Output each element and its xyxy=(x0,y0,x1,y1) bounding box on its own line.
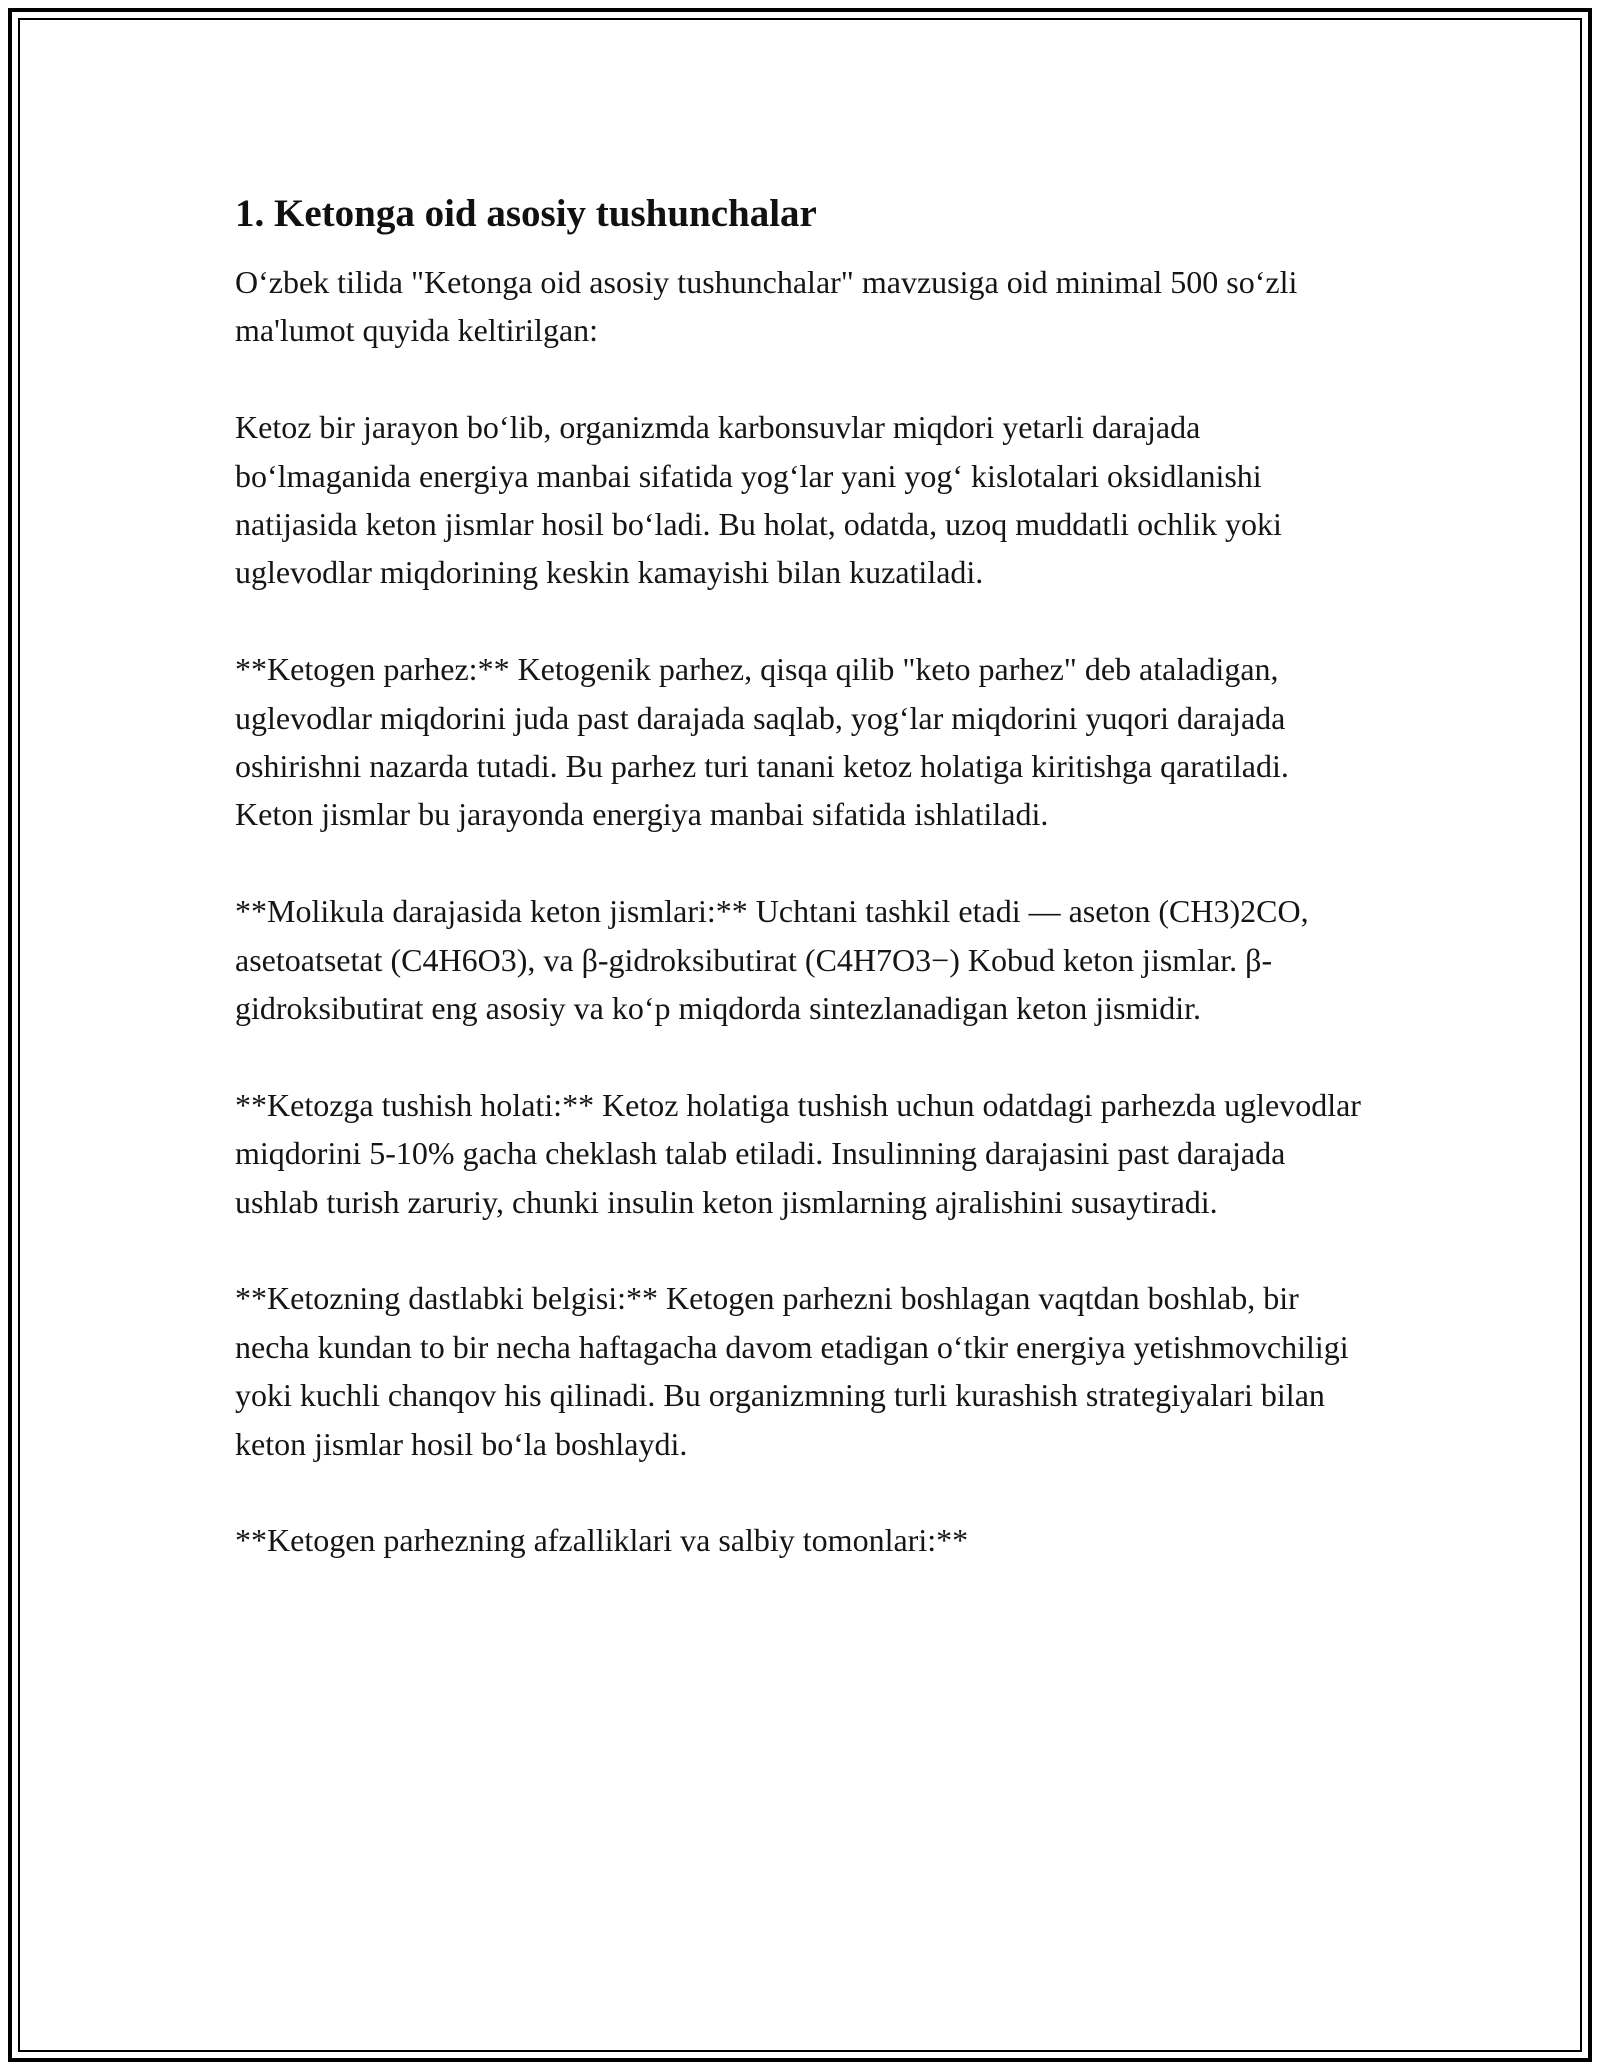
afzalliklari-paragraph: **Ketogen parhezning afzalliklari va salbiy tomonlari:** xyxy=(235,1522,969,1559)
intro-paragraph: O‘zbek tilida "Ketonga oid asosiy tushunchalar" mavzusiga oid minimal 500 so‘zli ma'lumot quyida keltirilgan: xyxy=(235,264,1298,349)
ketoz-paragraph: Ketoz bir jarayon bo‘lib, organizmda karbonsuvlar miqdori yetarli darajada bo‘lmaganida energiya manbai sifatida yog‘lar yani yog‘ kislotalari oksidlanishi natijasida keton jismlar hosil bo‘ladi. Bu holat, odatda, uzoq muddatli ochlik yoki uglevodlar miqdorining keskin kamayishi bilan kuzatiladi. xyxy=(235,409,1282,591)
dastlabki-belgisi-paragraph: **Ketozning dastlabki belgisi:** Ketogen parhezni boshlagan vaqtdan boshlab, bir necha kundan to bir necha haftagacha davom etadigan o‘tkir energiya yetishmovchiligi yoki kuchli chanqov his qilinadi. Bu organizmning turli kurashish strategiyalari bilan keton jismlar hosil bo‘la boshlaydi. xyxy=(235,1280,1349,1462)
document-body xyxy=(235,186,1375,1613)
section-title: 1. Ketonga oid asosiy tushunchalar xyxy=(235,192,817,235)
ketozga-tushish-paragraph: **Ketozga tushish holati:** Ketoz holatiga tushish uchun odatdagi parhezda uglevodlar miqdorini 5-10% gacha cheklash talab etiladi. Insulinning darajasini past darajada ushlab turish zaruriy, chunki insulin keton jismlarning ajralishini susaytiradi. xyxy=(235,1086,1361,1220)
molikula-paragraph: **Molikula darajasida keton jismlari:** Uchtani tashkil etadi — aseton (CH3)2CO, asetoatsetat (C4H6O3), va β-gidroksibutirat (C4H7O3−) Kobud keton jismlar. β-gidroksibutirat eng asosiy va ko‘p miqdorda sintezlanadigan keton jismidir. xyxy=(235,893,1309,1027)
ketogen-parhez-paragraph: **Ketogen parhez:** Ketogenik parhez, qisqa qilib "keto parhez" deb ataladigan, uglevodlar miqdorini juda past darajada saqlab, yog‘lar miqdorini yuqori darajada oshirishni nazarda tutadi. Bu parhez turi tanani ketoz holatiga kiritishga qaratiladi. Keton jismlar bu jarayonda energiya manbai sifatida ishlatiladi. xyxy=(235,651,1289,833)
